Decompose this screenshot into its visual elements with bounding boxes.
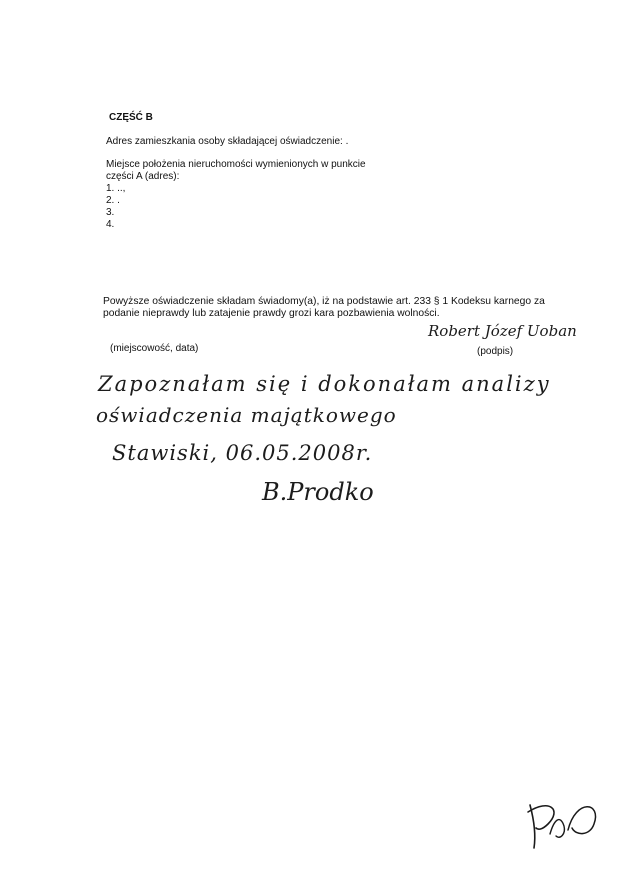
declaration-line-1: Powyższe oświadczenie składam świadomy(a), iż na podstawie art. 233 § 1 Kodeksu karnego za xyxy=(103,296,545,307)
handwritten-note-line-2: oświadczenia majątkowego xyxy=(96,403,397,427)
place-date-label: (miejscowość, data) xyxy=(110,343,199,354)
address-label: Adres zamieszkania osoby składającej oświadczenie: . xyxy=(106,136,349,147)
list-item-4: 4. xyxy=(106,219,115,230)
list-item-3: 3. xyxy=(106,207,115,218)
list-item-1: 1. .., xyxy=(106,183,126,194)
handwritten-place-date: Stawiski, 06.05.2008r. xyxy=(112,441,373,465)
initials-scribble xyxy=(520,790,610,860)
handwritten-note-line-1: Zapoznałam się i dokonałam analizy xyxy=(98,372,551,396)
declaration-line-2: podanie nieprawdy lub zatajenie prawdy grozi kara pozbawienia wolności. xyxy=(103,308,440,319)
official-signature: B.Prodko xyxy=(262,478,374,506)
signature-label: (podpis) xyxy=(477,346,514,357)
property-location-line-1: Miejsce położenia nieruchomości wymienionych w punkcie xyxy=(106,159,366,170)
property-location-line-2: części A (adres): xyxy=(106,171,180,182)
list-item-2: 2. . xyxy=(106,195,120,206)
section-title: CZĘŚĆ B xyxy=(109,112,153,123)
declarant-signature: Robert Józef Uoban xyxy=(428,322,577,340)
